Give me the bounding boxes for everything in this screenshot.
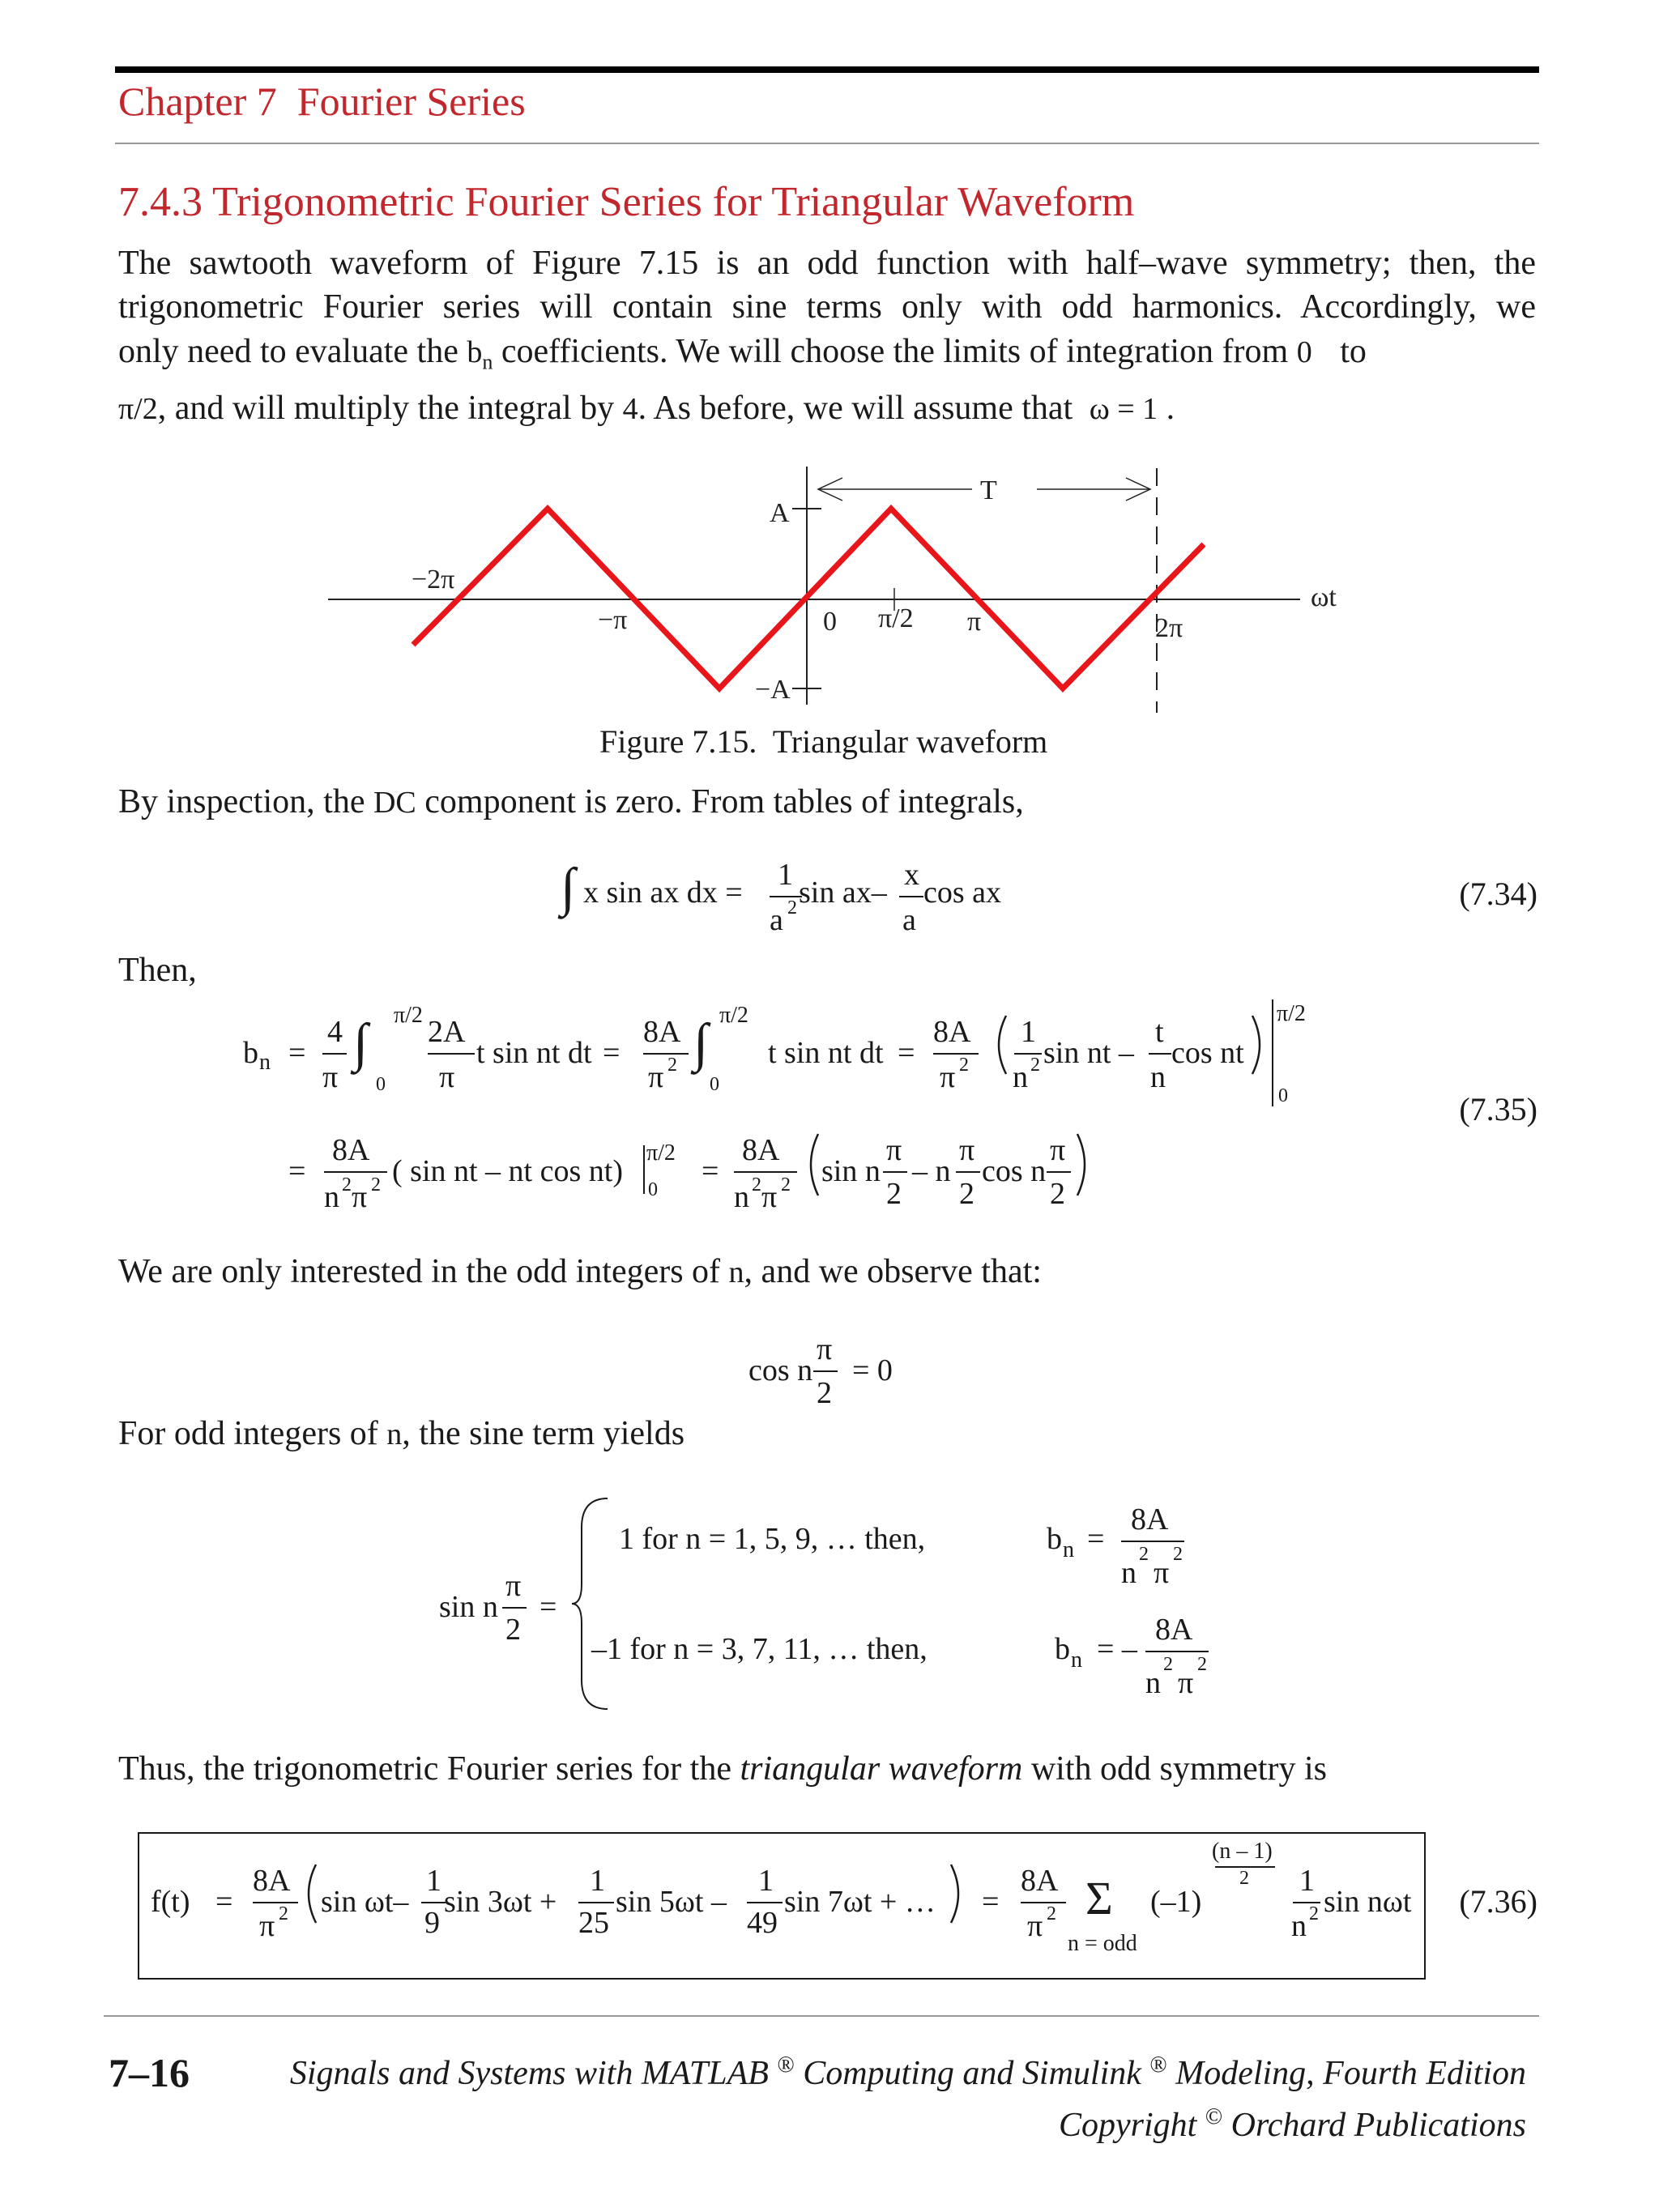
- paragraph-1-line-4: π/2, and will multiply the integral by 4. As before, we will assume that ω = 1 .: [118, 390, 1175, 427]
- bn-symbol: $b_n$: [467, 335, 493, 374]
- evaluation-bar: [1272, 999, 1273, 1106]
- left-paren-2: [802, 1131, 823, 1199]
- right-paren-2: [1073, 1131, 1094, 1199]
- copyright: Copyright © Orchard Publications: [1059, 2104, 1526, 2144]
- header-rule-thin: [115, 143, 1539, 144]
- footer-rule: [104, 2015, 1539, 2017]
- label-neg2pi: −2π: [412, 565, 455, 595]
- triangular-waveform-figure: [308, 454, 1361, 713]
- paragraph-1-line-2: trigonometric Fourier series will contain sine terms only with odd harmonics. Accordingly, we: [118, 288, 1536, 326]
- header-rule-top: [115, 66, 1539, 73]
- paragraph-1-line-3: only need to evaluate the $b_n$ coefficients. We will choose the limits of integration from 0 to: [118, 333, 1367, 374]
- left-paren: [990, 1012, 1011, 1077]
- equation-number-7-34: (7.34): [1459, 876, 1537, 912]
- label-A: A: [770, 498, 790, 528]
- chapter-header: Chapter 7 Fourier Series: [118, 79, 526, 124]
- label-zero: 0: [823, 607, 837, 637]
- equation-number-7-36: (7.36): [1459, 1883, 1537, 1920]
- figure-caption: Figure 7.15. Triangular waveform: [599, 723, 1048, 760]
- evaluation-bar-2: [643, 1145, 645, 1194]
- equation-number-7-35: (7.35): [1459, 1091, 1537, 1127]
- label-2pi: 2π: [1155, 613, 1183, 643]
- label-pi2: π/2: [878, 603, 914, 633]
- label-wt: ωt: [1311, 582, 1337, 612]
- section-title: 7.4.3 Trigonometric Fourier Series for Triangular Waveform: [118, 179, 1135, 225]
- label-negA: −A: [755, 675, 791, 705]
- paragraph-1-line-1: The sawtooth waveform of Figure 7.15 is an odd function with half–wave symmetry; then, the: [118, 245, 1536, 282]
- paragraph-3: We are only interested in the odd integers of n, and we observe that:: [118, 1253, 1042, 1290]
- left-paren-3: [300, 1861, 321, 1926]
- page-number: 7–16: [109, 2050, 190, 2095]
- paragraph-5: Thus, the trigonometric Fourier series for the triangular waveform with odd symmetry is: [118, 1750, 1327, 1788]
- left-brace: [570, 1495, 611, 1714]
- paragraph-4: For odd integers of n, the sine term yields: [118, 1415, 685, 1452]
- right-paren: [1247, 1012, 1269, 1077]
- label-negpi: −π: [598, 605, 628, 635]
- label-T: T: [980, 475, 997, 505]
- then-label: Then,: [118, 952, 197, 989]
- right-paren-3: [946, 1861, 967, 1926]
- book-title: Signals and Systems with MATLAB ® Computing and Simulink ® Modeling, Fourth Edition: [289, 2052, 1526, 2092]
- label-pi: π: [967, 607, 982, 637]
- paragraph-2: By inspection, the DC component is zero. From tables of integrals,: [118, 783, 1024, 820]
